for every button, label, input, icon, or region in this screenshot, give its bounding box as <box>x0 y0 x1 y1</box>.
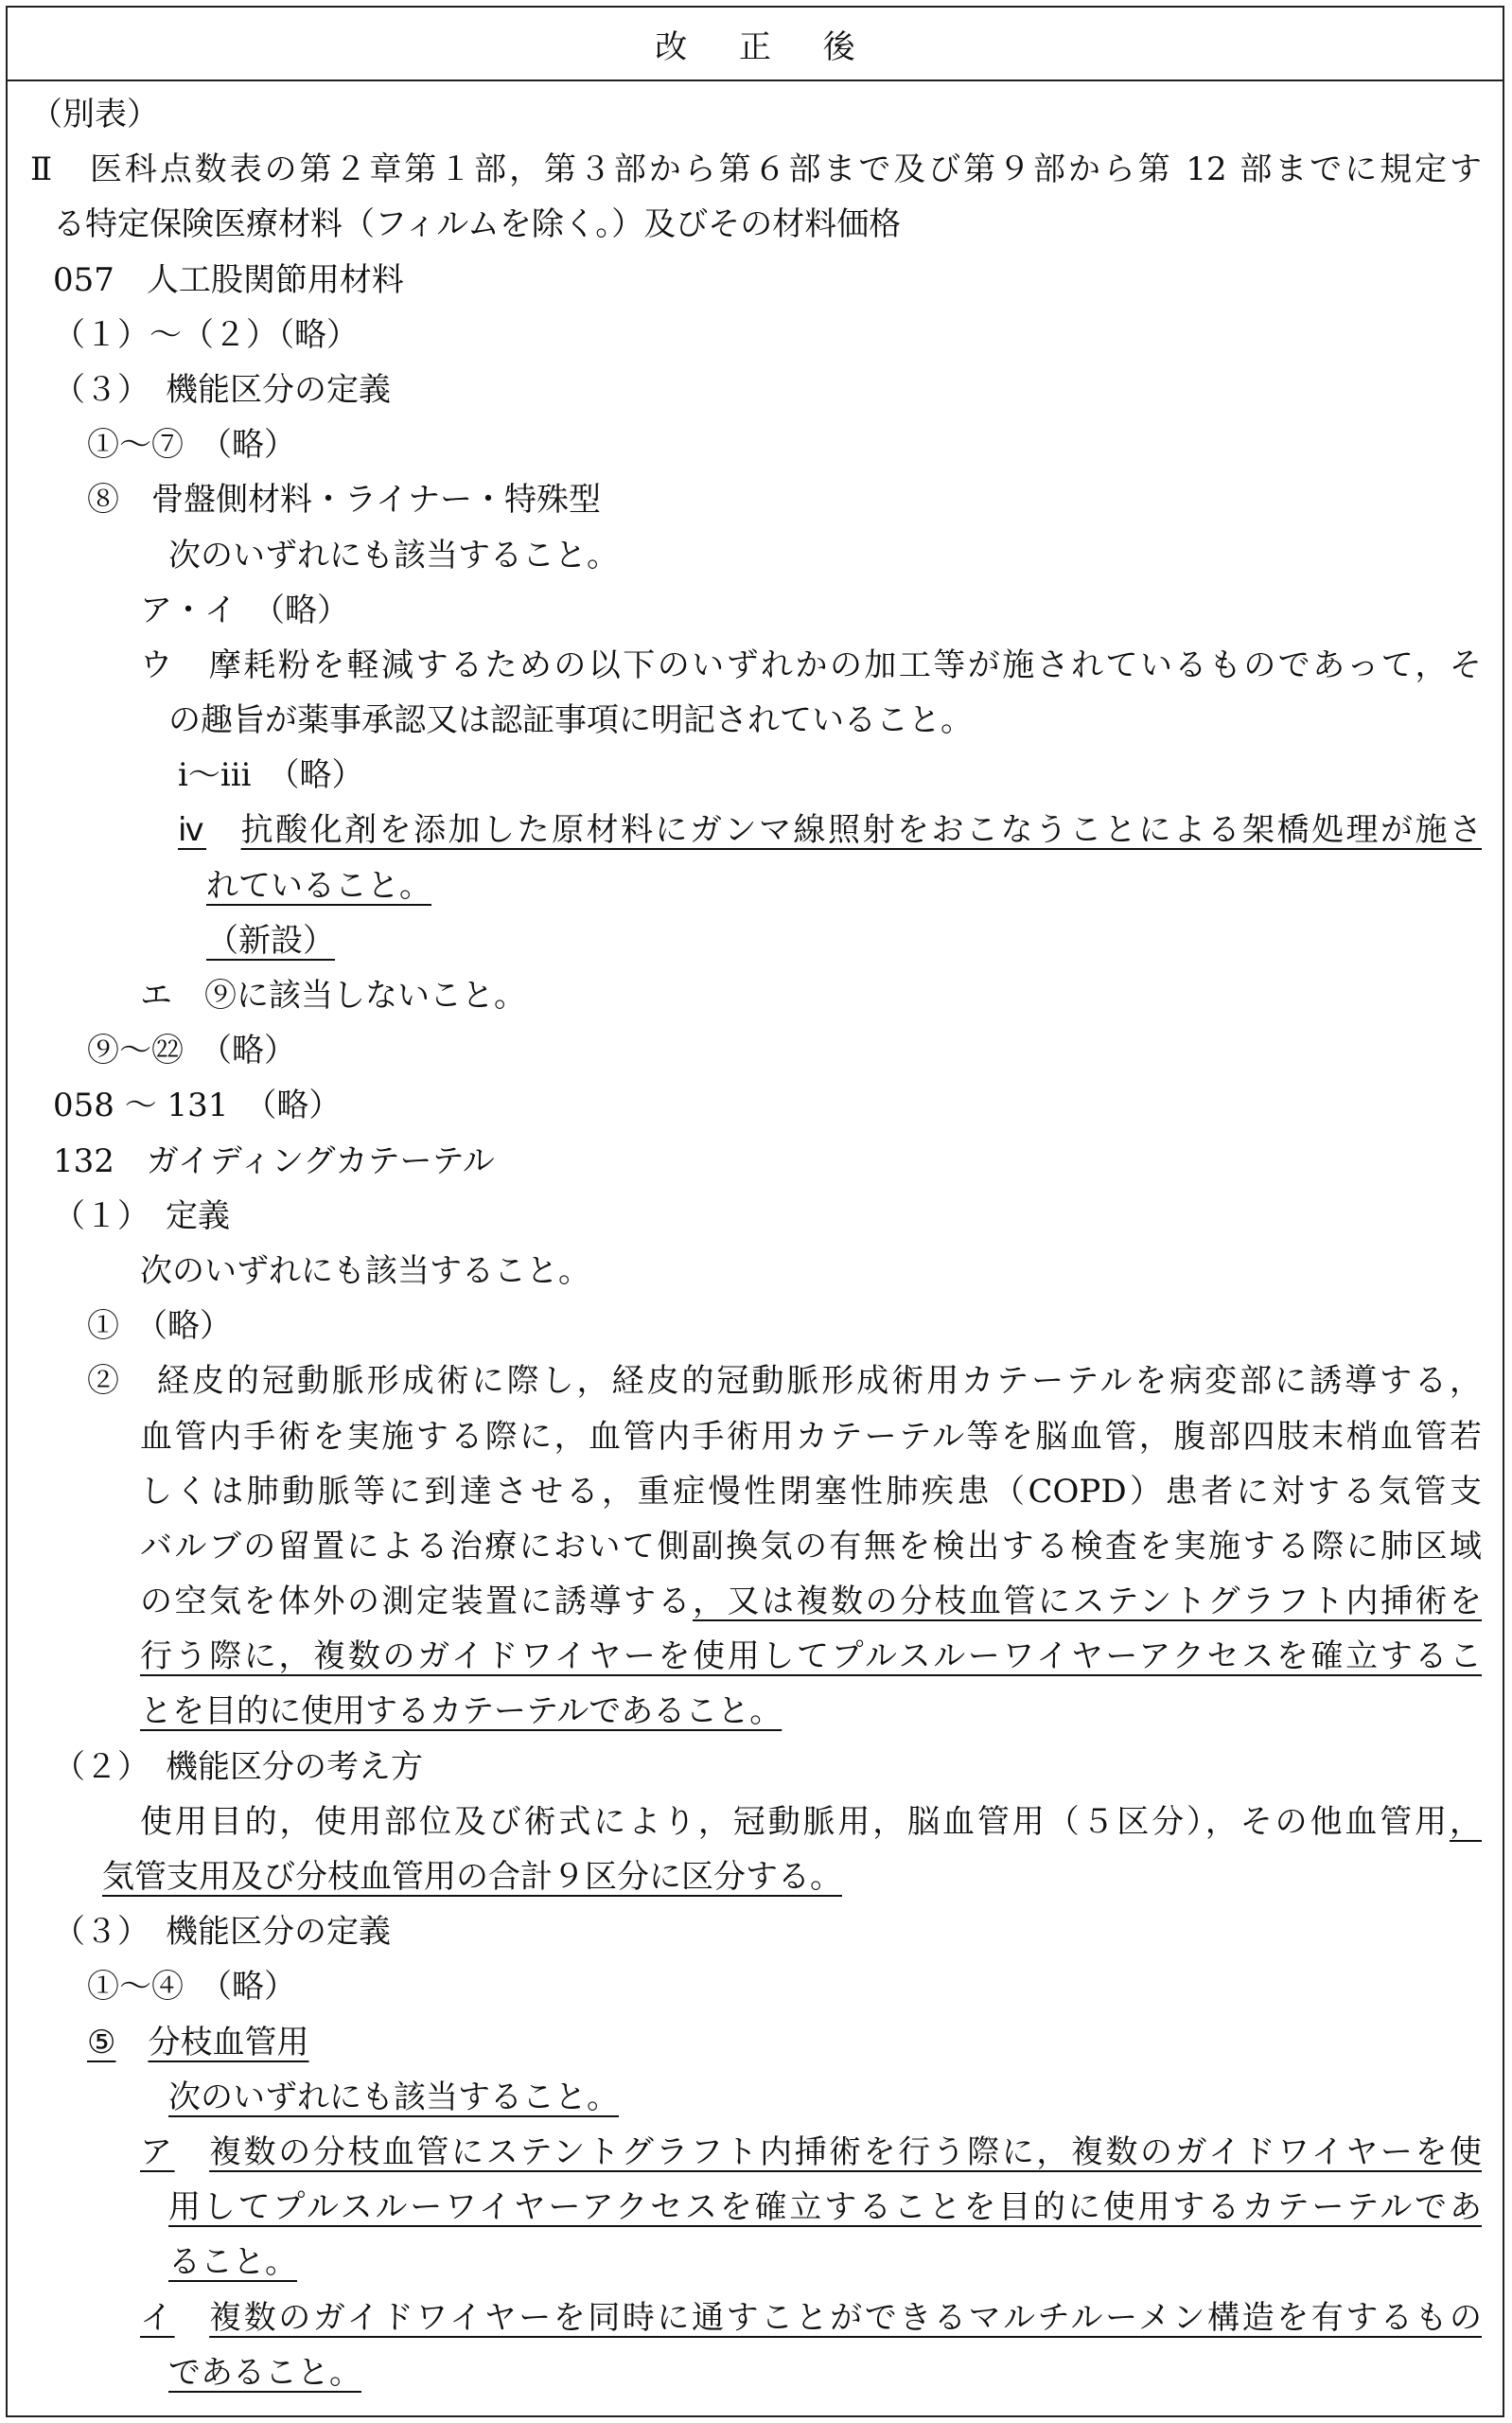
text-segment: 使用目的，使用部位及び術式により，冠動脈用，脳血管用（５区分），その他血管用 <box>140 1802 1450 1841</box>
text-line <box>30 472 1482 527</box>
text-line <box>30 1299 1482 1353</box>
amended-text: 抗酸化剤を添加した原材料にガンマ線照射をおこなうことによる架橋処理が施さ <box>240 811 1482 850</box>
amended-text: イ <box>140 2298 175 2337</box>
text-line <box>30 417 1482 472</box>
text-segment: しくは肺動脈等に到達させる，重症慢性閉塞性肺疾患（COPD）患者に対する気管支 <box>140 1472 1482 1511</box>
text-line <box>30 1078 1482 1133</box>
text-segment: 132 ガイディングカテーテル <box>53 1141 495 1180</box>
text-segment: （１）～（２）（略） <box>53 315 359 354</box>
amended-text: ア <box>140 2132 175 2171</box>
text-line <box>30 693 1482 748</box>
text-segment: ア・イ （略） <box>140 591 349 629</box>
document-body <box>8 81 1503 2400</box>
text-line <box>30 1244 1482 1299</box>
text-line <box>30 968 1482 1023</box>
amended-text: ること。 <box>168 2243 297 2282</box>
text-segment: ①～⑦ （略） <box>87 426 296 465</box>
text-line <box>30 1849 1482 1904</box>
amended-text: ⅳ <box>178 811 207 850</box>
text-segment <box>206 811 241 849</box>
text-line <box>30 528 1482 583</box>
text-line <box>30 363 1482 417</box>
amended-text: であること。 <box>168 2353 361 2392</box>
text-segment: ⅰ～ⅲ （略） <box>178 756 364 795</box>
text-line <box>30 1904 1482 1959</box>
text-line <box>30 913 1482 968</box>
amended-text: ，又は複数の分枝血管にステントグラフト内挿術を <box>693 1583 1482 1621</box>
document-frame <box>6 6 1504 2417</box>
text-line <box>30 858 1482 913</box>
text-segment: ウ 摩耗粉を軽減するための以下のいずれかの加工等が施されているものであって，そ <box>140 646 1482 684</box>
text-line <box>30 1023 1482 1078</box>
text-line <box>30 142 1482 197</box>
text-segment: 057 人工股関節用材料 <box>53 260 404 299</box>
amended-text: ， <box>1450 1802 1482 1841</box>
text-line <box>30 583 1482 638</box>
text-line <box>30 1519 1482 1574</box>
text-segment <box>175 2133 210 2171</box>
text-segment: バルブの留置による治療において側副換気の有無を検出する検査を実施する際に肺区域 <box>140 1527 1482 1565</box>
text-line <box>30 308 1482 363</box>
text-segment: （２） 機能区分の考え方 <box>53 1747 423 1786</box>
text-line <box>30 1353 1482 1408</box>
text-segment: ① （略） <box>87 1307 232 1346</box>
text-segment: の空気を体外の測定装置に誘導する <box>140 1583 694 1621</box>
text-line <box>30 2235 1482 2290</box>
text-segment: 058 ～ 131 （略） <box>53 1087 342 1125</box>
text-segment: ⑧ 骨盤側材料・ライナー・特殊型 <box>87 481 601 520</box>
text-segment: ⑨～㉒ （略） <box>87 1032 296 1070</box>
text-line <box>30 2125 1482 2180</box>
text-line <box>30 1189 1482 1244</box>
text-line <box>30 1959 1482 2014</box>
text-line <box>30 1134 1482 1189</box>
text-segment: （３） 機能区分の定義 <box>53 370 391 409</box>
amended-text: 気管支用及び分枝血管用の合計９区分に区分する。 <box>102 1858 842 1896</box>
text-segment: Ⅱ 医科点数表の第２章第１部，第３部から第６部まで及び第９部から第 12 部までに規定す <box>30 150 1482 189</box>
text-segment: ② 経皮的冠動脈形成術に際し，経皮的冠動脈形成術用カテーテルを病変部に誘導する， <box>87 1362 1482 1401</box>
text-segment: 次のいずれにも該当すること。 <box>140 1251 590 1290</box>
amended-text: 複数のガイドワイヤーを同時に通すことができるマルチルーメン構造を有するもの <box>209 2298 1482 2337</box>
text-line <box>30 197 1482 252</box>
text-segment: （別表） <box>30 96 159 133</box>
amended-text: 複数の分枝血管にステントグラフト内挿術を行う際に，複数のガイドワイヤーを使 <box>209 2132 1482 2171</box>
text-segment <box>175 2299 210 2337</box>
amended-text: 用してプルスルーワイヤーアクセスを確立することを目的に使用するカテーテルであ <box>168 2188 1482 2227</box>
text-segment: る特定保険医療材料（フィルムを除く。）及びその材料価格 <box>53 205 902 244</box>
header-title: 改 正 後 <box>655 27 876 66</box>
column-header <box>8 8 1503 81</box>
amended-text: （新設） <box>206 921 335 960</box>
amended-text: 次のいずれにも該当すること。 <box>168 2078 619 2116</box>
amended-text: れていること。 <box>206 866 431 905</box>
text-line <box>30 2070 1482 2125</box>
text-segment: の趣旨が薬事承認又は認証事項に明記されていること。 <box>168 701 973 740</box>
text-line <box>30 2180 1482 2235</box>
text-segment: （３） 機能区分の定義 <box>53 1913 391 1952</box>
text-line <box>30 638 1482 693</box>
amended-text: 行う際に，複数のガイドワイヤーを使用してプルスルーワイヤーアクセスを確立するこ <box>140 1637 1482 1676</box>
text-line <box>30 1684 1482 1739</box>
text-segment: ①～④ （略） <box>87 1968 296 2007</box>
text-line <box>30 2290 1482 2345</box>
text-segment <box>115 2024 148 2061</box>
amended-text: とを目的に使用するカテーテルであること。 <box>140 1692 782 1731</box>
text-segment: 血管内手術を実施する際に，血管内手術用カテーテル等を脳血管，腹部四肢末梢血管若 <box>140 1417 1482 1456</box>
text-line <box>30 253 1482 308</box>
text-line <box>30 1574 1482 1629</box>
text-line <box>30 1409 1482 1464</box>
amended-text: 分枝血管用 <box>148 2023 309 2061</box>
text-line <box>30 1629 1482 1684</box>
text-segment: 次のいずれにも該当すること。 <box>168 536 619 575</box>
text-line <box>30 1740 1482 1795</box>
text-segment: エ ⑨に該当しないこと。 <box>140 977 526 1015</box>
text-line <box>30 748 1482 803</box>
text-line <box>30 1795 1482 1849</box>
amended-text: ⑤ <box>87 2023 116 2061</box>
text-line <box>30 2015 1482 2070</box>
text-segment: （１） 定義 <box>53 1196 230 1235</box>
text-line <box>30 2345 1482 2400</box>
text-line <box>30 803 1482 858</box>
text-line <box>30 1464 1482 1519</box>
text-line <box>30 87 1482 142</box>
